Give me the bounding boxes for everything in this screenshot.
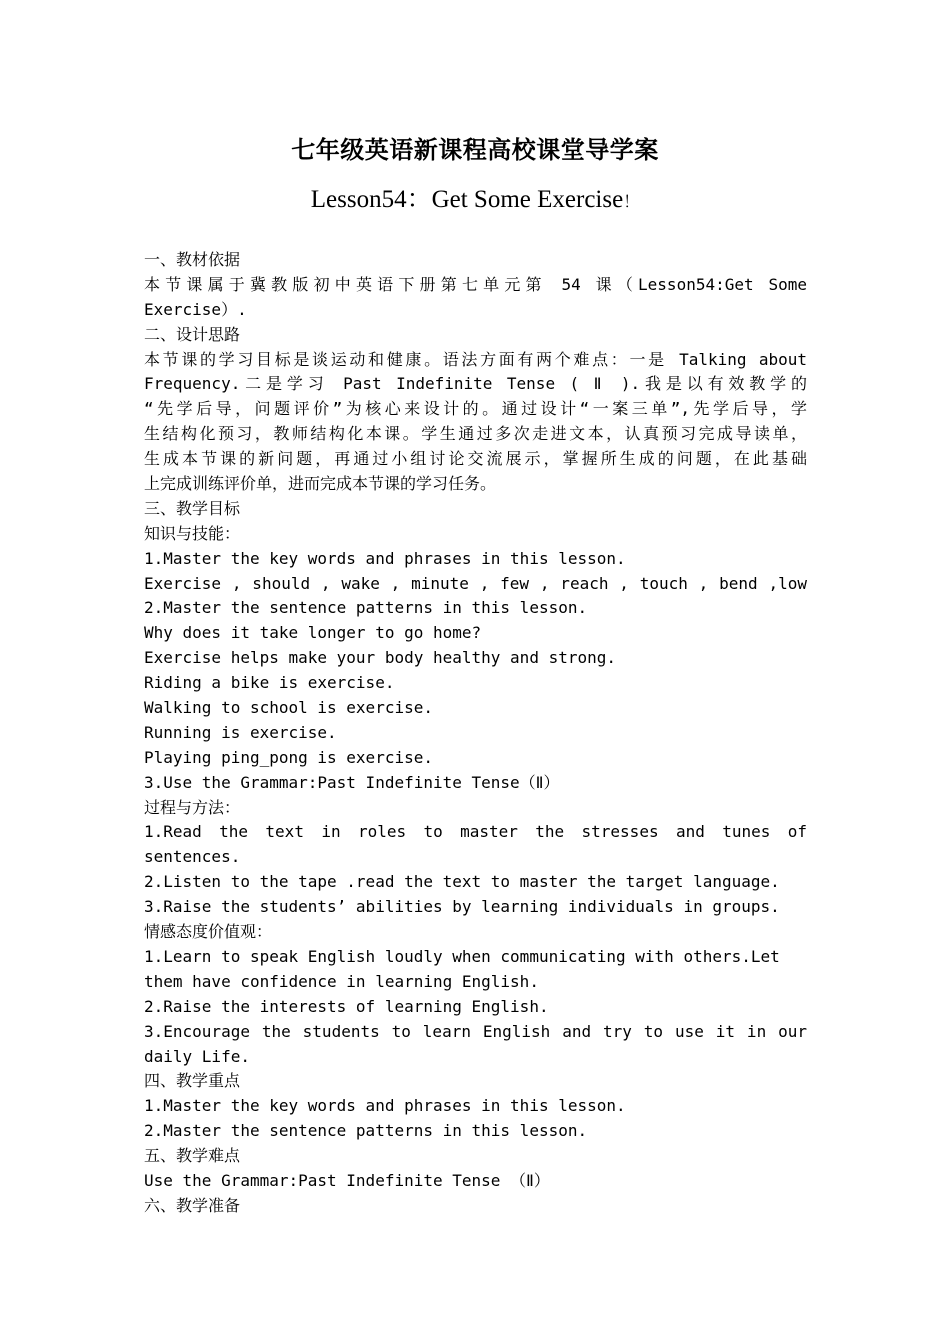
body-line: 过程与方法：	[144, 797, 241, 817]
body-line: Running is exercise.	[144, 722, 337, 742]
body-line: 知识与技能：	[144, 523, 241, 543]
body-line: 本节课的学习目标是谈运动和健康。语法方面有两个难点：一是 Talking about	[144, 349, 807, 369]
body-line: 2.Master the sentence patterns in this lesson.	[144, 1121, 588, 1141]
body-line: Exercise helps make your body healthy and strong.	[144, 648, 617, 668]
body-line: 情感态度价值观：	[144, 922, 273, 942]
body-line: “先学后导，问题评价”为核心来设计的。通过设计“一案三单”,先学后导，学	[144, 399, 807, 419]
body-line: Playing ping_pong is exercise.	[144, 747, 433, 767]
document-title: 七年级英语新课程高校课堂导学案	[291, 136, 659, 164]
body-line: Use the Grammar:Past Indefinite Tense （Ⅱ）	[144, 1170, 550, 1190]
body-line: Frequency.二是学习 Past Indefinite Tense ( Ⅱ ).我是以有效教学的	[144, 374, 807, 394]
body-line: 一、教材依据	[144, 250, 241, 269]
body-line: 2.Listen to the tape .read the text to master the target language.	[144, 872, 780, 892]
body-line: 本节课属于冀教版初中英语下册第七单元第 54 课（Lesson54:Get Some	[144, 274, 807, 294]
body-line: 生结构化预习，教师结构化本课。学生通过多次走进文本，认真预习完成导读单，	[144, 424, 807, 444]
body-line: 1.Read the text in roles to master the stresses and tunes of	[144, 822, 807, 842]
body-line: 1.Master the key words and phrases in this lesson.	[144, 548, 626, 568]
body-line: 六、教学准备	[144, 1195, 241, 1215]
body-line: 生成本节课的新问题，再通过小组讨论交流展示，掌握所生成的问题，在此基础	[144, 449, 807, 469]
body-line: 二、设计思路	[144, 324, 241, 344]
body-line: 3.Raise the students’ abilities by learning individuals in groups.	[144, 897, 780, 917]
body-line: 3.Encourage the students to learn English and try to use it in our	[144, 1021, 807, 1041]
body-line: 上完成训练评价单，进而完成本节课的学习任务。	[144, 474, 497, 494]
body-line: Walking to school is exercise.	[144, 698, 433, 718]
body-line: 1.Learn to speak English loudly when communicating with others.Let	[144, 946, 780, 966]
lesson-subtitle-mark: ！	[623, 194, 640, 211]
body-line: Why does it take longer to go home?	[144, 623, 482, 643]
body-line: daily Life.	[144, 1046, 250, 1066]
body-line: Riding a bike is exercise.	[144, 673, 395, 693]
body-line: 五、教学难点	[144, 1146, 241, 1166]
lesson-subtitle	[0, 184, 950, 219]
body-line: 2.Raise the interests of learning English.	[144, 996, 549, 1016]
body-line: them have confidence in learning English.	[144, 971, 539, 991]
document-body	[144, 248, 807, 1219]
body-line: 3.Use the Grammar:Past Indefinite Tense（Ⅱ）	[144, 772, 560, 792]
lesson-subtitle-text: Lesson54：Get Some Exercise	[310, 186, 624, 213]
body-line: Exercise , should , wake , minute , few , reach , touch , bend ,low	[144, 573, 807, 593]
body-line: 2.Master the sentence patterns in this lesson.	[144, 598, 588, 618]
body-line: sentences.	[144, 847, 241, 867]
body-line: 四、教学重点	[144, 1071, 241, 1091]
body-line: 1.Master the key words and phrases in this lesson.	[144, 1096, 626, 1116]
body-line: 三、教学目标	[144, 498, 241, 518]
body-line: Exercise）.	[144, 299, 247, 319]
